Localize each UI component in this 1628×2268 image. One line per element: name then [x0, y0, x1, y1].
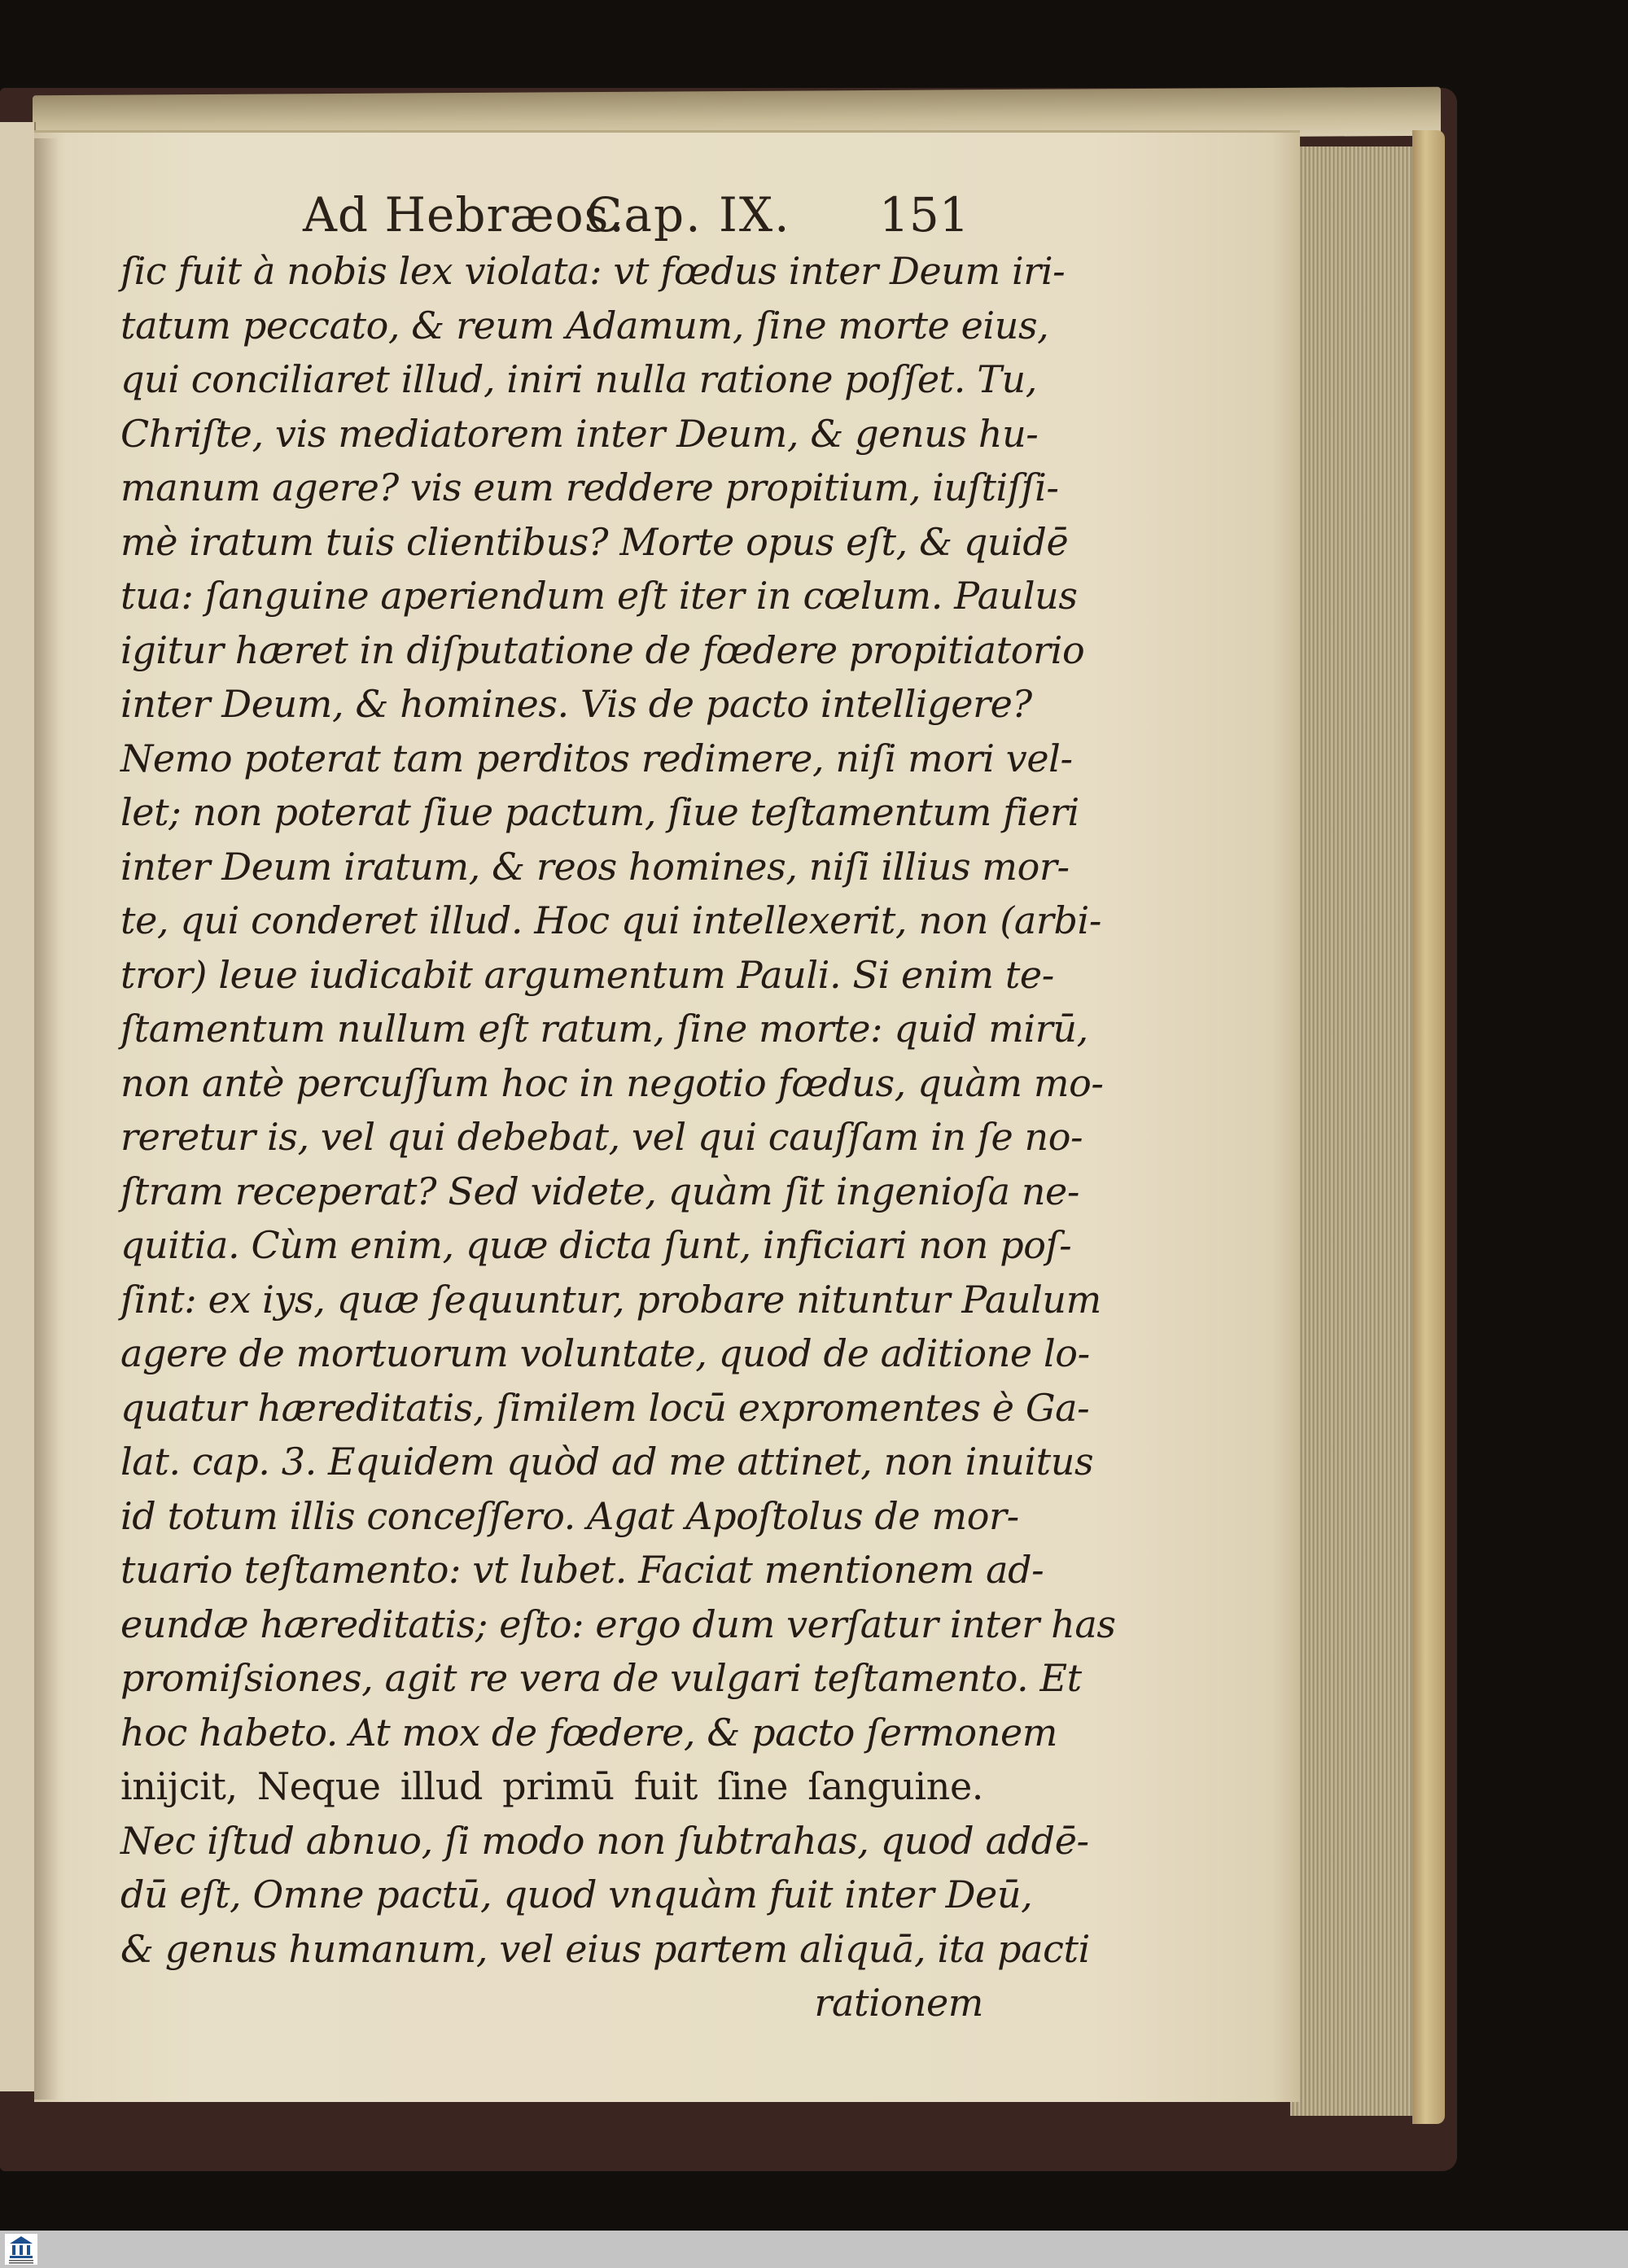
text-line: id totum illis conceſſero. Agat Apoſtolus de mor-: [120, 1493, 1019, 1538]
text-line: ſic fuit à nobis lex violata: vt fœdus inter Deum iri-: [120, 249, 1066, 293]
page-stack-edge: [1290, 146, 1412, 2116]
text-line: te, qui conderet illud. Hoc qui intellexerit, non (arbi-: [120, 898, 1102, 942]
text-line: agere de mortuorum voluntate, quod de aditione lo-: [120, 1331, 1090, 1375]
running-head-title: Ad Hebræos.: [303, 187, 625, 243]
text-line: let; non poterat ſiue pactum, ſiue teſtamentum fieri: [120, 790, 1079, 834]
library-logo-icon: [5, 2234, 37, 2265]
text-line: ſint: ex iys, quæ ſequuntur, probare nituntur Paulum: [120, 1277, 1101, 1322]
text-line: ſtamentum nullum eſt ratum, ſine morte: quid mirū,: [120, 1007, 1088, 1051]
text-line: non antè percuſſum hoc in negotio fœdus, quàm mo-: [120, 1060, 1104, 1105]
viewer-bottom-bar: [0, 2231, 1628, 2268]
text-line: Nec iſtud abnuo, ſi modo non ſubtrahas, quod addē-: [120, 1818, 1089, 1863]
text-line: inter Deum, & homines. Vis de pacto intelligere?: [120, 682, 1032, 726]
text-line: tuario teſtamento: vt lubet. Faciat mentionem ad-: [120, 1548, 1044, 1592]
text-line: tua: ſanguine aperiendum eſt iter in cœlum. Paulus: [120, 574, 1078, 618]
text-line: Nemo poterat tam perditos redimere, niſi mori vel-: [120, 736, 1073, 780]
text-line: Chriſte, vis mediatorem inter Deum, & genus hu-: [120, 411, 1039, 456]
text-line: eundæ hæreditatis; eſto: ergo dum verſatur inter has: [120, 1602, 1116, 1646]
body-text: [120, 244, 1116, 2030]
text-line: mè iratum tuis clientibus? Morte opus eſt, & quidē: [120, 519, 1069, 564]
running-head-chapter: Cap. IX.: [586, 187, 791, 243]
text-line: tatum peccato, & reum Adamum, ſine morte eius,: [120, 303, 1049, 347]
text-line: igitur hæret in diſputatione de fœdere propitiatorio: [120, 627, 1085, 672]
text-line: inijcit, Neque illud primū fuit ſine ſanguine.: [120, 1764, 983, 1808]
text-line: ſtram receperat? Sed videte, quàm ſit ingenioſa ne-: [120, 1169, 1080, 1213]
text-line: promiſsiones, agit re vera de vulgari teſtamento. Et: [120, 1656, 1082, 1700]
text-line: & genus humanum, vel eius partem aliquā, ita pacti: [120, 1926, 1090, 1971]
text-line: inter Deum iratum, & reos homines, niſi illius mor-: [120, 844, 1070, 889]
text-line: hoc habeto. At mox de fœdere, & pacto ſermonem: [120, 1710, 1057, 1755]
text-line: reretur is, vel qui debebat, vel qui cauſſam in ſe no-: [120, 1115, 1083, 1159]
text-line: quatur hæreditatis, ſimilem locū expromentes è Ga-: [120, 1385, 1090, 1430]
facing-page-edge: [0, 122, 36, 2091]
text-line: qui conciliaret illud, iniri nulla ratione poſſet. Tu,: [120, 357, 1037, 401]
text-line: tror) leue iudicabit argumentum Pauli. Si enim te-: [120, 952, 1054, 997]
text-line: dū eſt, Omne pactū, quod vnquàm fuit inter Deū,: [120, 1873, 1033, 1916]
gutter-shadow: [34, 138, 59, 2100]
text-line: lat. cap. 3. Equidem quòd ad me attinet, non inuitus: [120, 1440, 1094, 1484]
text-line: manum agere? vis eum reddere propitium, iuſtiſſi-: [120, 465, 1059, 509]
catchword: rationem: [814, 1981, 983, 2025]
running-head: [293, 181, 1009, 246]
cover-fore-edge: [1412, 130, 1445, 2124]
page-number: 151: [879, 187, 969, 243]
text-line: quitia. Cùm enim, quæ dicta ſunt, inficiari non poſ-: [120, 1223, 1072, 1267]
